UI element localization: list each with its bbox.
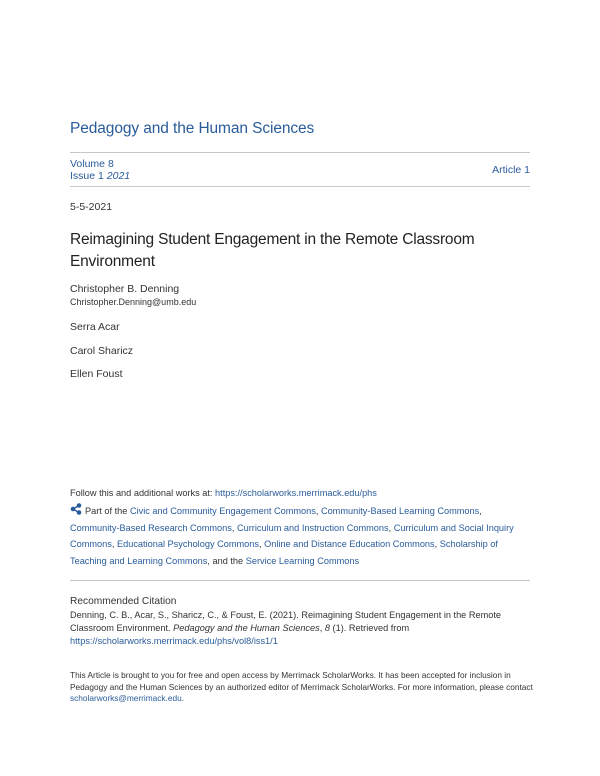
publication-date: 5-5-2021 bbox=[70, 201, 113, 213]
author-name: Christopher B. Denning bbox=[70, 283, 180, 295]
separator: , bbox=[388, 522, 394, 533]
citation-volume: 8 bbox=[324, 623, 330, 633]
separator: , bbox=[434, 539, 440, 549]
access-footer bbox=[70, 670, 535, 705]
separator: , and the bbox=[207, 555, 246, 566]
commons-link[interactable]: Educational Psychology Commons bbox=[116, 539, 259, 549]
separator: , bbox=[231, 522, 237, 533]
article-link[interactable]: Article 1 bbox=[492, 164, 530, 176]
contact-email-link[interactable]: scholarworks@merrimack.edu bbox=[70, 693, 182, 703]
commons-link[interactable]: Curriculum and Instruction Commons bbox=[236, 522, 389, 533]
commons-link[interactable]: Service Learning Commons bbox=[245, 555, 360, 566]
separator: , bbox=[111, 539, 117, 549]
commons-link[interactable]: Community-Based Learning Commons bbox=[320, 506, 480, 516]
commons-link[interactable]: Curriculum and Social Inquiry Commons bbox=[70, 522, 514, 549]
citation-issue: (1). Retrieved from bbox=[329, 623, 410, 633]
share-icon bbox=[70, 503, 82, 515]
citation-text bbox=[70, 609, 530, 648]
volume-issue bbox=[70, 158, 130, 182]
commons-link[interactable]: Online and Distance Education Commons bbox=[264, 539, 435, 549]
footer-end: . bbox=[181, 693, 185, 703]
citation-main: Denning, C. B., Acar, S., Sharicz, C., & Foust, E. (2021). Reimagining Student Engagement in the Remote Classroom Environment. bbox=[70, 610, 502, 633]
volume-link[interactable]: Volume 8 bbox=[70, 158, 114, 170]
issue-link[interactable]: Issue 1 bbox=[70, 170, 104, 182]
separator: , bbox=[479, 506, 482, 516]
commons-link[interactable]: Community-Based Research Commons bbox=[70, 522, 232, 533]
article-title: Reimagining Student Engagement in the Remote Classroom Environment bbox=[70, 231, 475, 270]
footer-text: This Article is brought to you for free and open access by Merrimack ScholarWorks. It has been accepted for inclusion in Pedagogy and the Human Sciences by an authorized editor of Merrimack ScholarWorks. For more information, please contact bbox=[70, 670, 533, 692]
follow-line bbox=[70, 488, 377, 498]
part-of-prefix: Part of the bbox=[85, 506, 130, 516]
author-name: Serra Acar bbox=[70, 321, 120, 333]
follow-url-link[interactable]: https://scholarworks.merrimack.edu/phs bbox=[215, 488, 377, 498]
author-email[interactable]: Christopher.Denning@umb.edu bbox=[70, 297, 197, 307]
issue-year: 2021 bbox=[106, 170, 131, 182]
citation-journal: Pedagogy and the Human Sciences bbox=[173, 623, 320, 633]
commons-link[interactable]: Scholarship of Teaching and Learning Commons bbox=[70, 539, 498, 566]
author-name: Carol Sharicz bbox=[70, 345, 134, 357]
divider-bottom bbox=[70, 186, 530, 187]
journal-title[interactable]: Pedagogy and the Human Sciences bbox=[70, 120, 315, 137]
divider-top bbox=[70, 152, 530, 153]
separator: , bbox=[258, 539, 265, 549]
commons-link[interactable]: Civic and Community Engagement Commons bbox=[129, 506, 316, 516]
follow-prefix: Follow this and additional works at: bbox=[70, 488, 216, 498]
citation-heading: Recommended Citation bbox=[70, 596, 177, 607]
separator: , bbox=[319, 623, 325, 633]
separator: , bbox=[315, 506, 321, 516]
author-name: Ellen Foust bbox=[70, 368, 123, 380]
citation-url-link[interactable]: https://scholarworks.merrimack.edu/phs/vol8/iss1/1 bbox=[70, 636, 278, 646]
divider-citation bbox=[70, 580, 530, 581]
part-of-disciplines bbox=[70, 503, 532, 569]
